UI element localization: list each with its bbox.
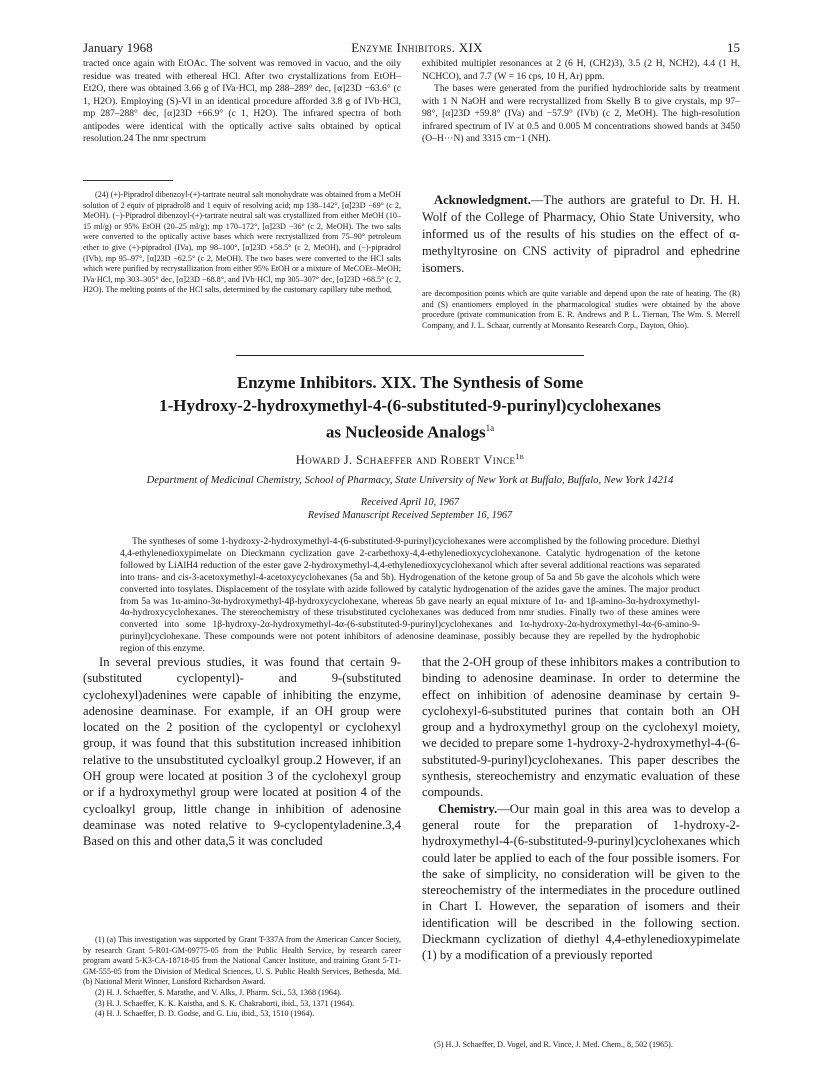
body-left-footnotes (83, 935, 401, 1020)
top-left-footnotes (83, 190, 401, 296)
footnote-1: (1) (a) This investigation was supported by Grant T-337A from the American Cancer Society, by research Grant 5-R01-GM-09775-05 from the Public Health Service, by research career program award 5-K3-CA-18718-05 from the National Cancer Institute, and training Grant 5-T1-GM-555-05 from the Division of Medical Sciences, U. S. Public Health Services, Bethesda, Md. (b) National Merit Winner, Lunsford Richardson Award. (83, 935, 401, 987)
top-left-column (83, 58, 401, 146)
chemistry-heading: Chemistry. (438, 801, 498, 816)
header-page-number: 15 (727, 40, 740, 55)
abstract: The syntheses of some 1-hydroxy-2-hydroxymethyl-4-(6-substituted-9-purinyl)cyclohexanes were accomplished by the following procedure. Diethyl 4,4-ethylenedioxypimelate on Dieckmann cyclization gave 2-carbethoxy-4,4-ethylenedioxycyclohexanone. Catalytic hydrogenation of the ketone followed by LiAlH4 reduction of the ester gave 2-hydroxymethyl-4,4-ethylenedioxycyclohexanol which after several additional reactions was separated into trans- and cis-3-acetoxymethyl-4-acetoxycyclohexanes (5a and 5b). Hydrogenation of the ketone group of 5a and 5b gave the alcohols which were converted into tosylates. Displacement of the tosylate with azide followed by catalytic hydrogenation of the azides gave the amines. The major product from 5a was 1α-amino-3α-hydroxymethyl-4β-hydroxycyclohexane, whereas 5b gave nearly an equal mixture of 1α- and 1β-amino-3α-hydroxymethyl-4α-hydroxycyclohexanes. The stereochemistry of these trisubstituted cyclohexanes was deduced from nmr studies. Finally two of these amines were converted into some 1β-hydroxy-2α-hydroxymethyl-4α-(6-substituted-9-purinyl)cyclohexanes and 1α-hydroxy-2α-hydroxymethyl-4α-(6-amino-9-purinyl)cyclohexane. These compounds were not potent inhibitors of adenosine deaminase, possibly because they are repelled by the hydrophobic region of this enzyme. (120, 537, 700, 655)
right-paragraph: that the 2-OH group of these inhibitors makes a contribution to binding to adenosine deaminase. In order to determine the effect on inhibition of adenosine deaminase by certain 9-cyclohexyl-6-substituted purines that contain both an OH group and a hydroxymethyl group on the cyclohexyl moiety, we decided to prepare some 1-hydroxy-2-hydroxymethyl-4-(6-substituted-9-purinyl)cyclohexanes. This paper describes the synthesis, stereochemistry and enzymatic evaluation of these compounds. (422, 655, 740, 800)
footnote-3: (3) H. J. Schaeffer, K. K. Kaistha, and S. K. Chakraborti, ibid., 53, 1371 (1964). (95, 998, 355, 1008)
top-right-paragraph-2: The bases were generated from the purified hydrochloride salts by treatment with 1 N NaOH and were recrystallized from Skelly B to give crystals, mp 97–98°, [α]23D +59.8° (IVa) and −57.9° (IVb) (c 2, MeOH). The high-resolution infrared spectrum of IV at 0.5 and 0.005 M concentrations showed bands at 3450 (O–H···N) and 3315 cm−1 (NH). (422, 83, 740, 144)
intro-paragraph: In several previous studies, it was found that certain 9-(substituted cyclopentyl)- and 9-(substituted cyclohexyl)adenines were capable of inhibiting the enzyme, adenosine deaminase. For example, if an OH group were located on the 2 position of the cyclopentyl or cyclohexyl group, it was found that this substitution increased inhibition relative to the unsubstituted cycloalkyl group.2 However, if an OH group were located at position 3 of the cyclohexyl group or if a hydroxymethyl group were located at position 4 of the cycloalkyl group, little change in inhibition of adenosine deaminase was noted relative to 9-cyclopentyladenine.3,4 Based on this and other data,5 it was concluded (83, 655, 401, 849)
footnote-5: (5) H. J. Schaeffer, D. Vogel, and R. Vince, J. Med. Chem., 8, 502 (1965). (434, 1040, 673, 1049)
authors-footnote-mark: 1b (515, 452, 525, 461)
acknowledgment (422, 192, 740, 277)
article-title-text: as Nucleoside Analogs (325, 422, 486, 442)
top-left-paragraph: tracted once again with EtOAc. The solvent was removed in vacuo, and the oily residue was treated with ethereal HCl. After two crystallizations from EtOH–Et2O, there was obtained 3.66 g of IVa·HCl, mp 288–289° dec, [α]23D −63.6° (c 1, H2O). Employing (S)-VI in an identical procedure afforded 3.8 g of IVb·HCl, mp 287–288° dec, [α]23D +66.9° (c 1, H2O). The infrared spectra of both antipodes were identical with the optically active salts obtained by optical resolution.24 The nmr spectrum (83, 58, 401, 144)
top-right-paragraph: exhibited multiplet resonances at 2 (6 H, (CH2)3), 3.5 (2 H, NCH2), 4.4 (1 H, NCHCO), and 7.7 (W = 16 cps, 10 H, Ar) ppm. (422, 58, 740, 82)
top-right-footnote-cont (422, 289, 740, 331)
authors-text: Howard J. Schaeffer and Robert Vince (295, 453, 516, 468)
footnote-4: (4) H. J. Schaeffer, D. D. Godse, and G. Liu, ibid., 53, 1510 (1964). (95, 1009, 315, 1019)
article-title-line-2: 1-Hydroxy-2-hydroxymethyl-4-(6-substituted-9-purinyl)cyclohexanes (159, 396, 661, 415)
article-title-line-1: Enzyme Inhibitors. XIX. The Synthesis of Some (236, 373, 584, 392)
revised-date: Revised Manuscript Received September 16, 1967 (307, 510, 513, 521)
footnote-24: (24) (+)-Pipradrol dibenzoyl-(+)-tartrate neutral salt monohydrate was obtained from a MeOH solution of 2 equiv of pipradrol8 and 1 equiv of resolving acid; mp 138–142°, [α]23D −69° (c 2, MeOH). (−)-Pipradrol dibenzoyl-(+)-tartrate neutral salt was crystallized from either MeOH (10–15 ml/g) or 95% EtOH (20–25 ml/g); mp 170–172°, [α]23D −36° (c 2, MeOH). The two salts were converted to the optically active bases which were recrystallized from 75–90° petroleum ether to give (+)-pipradrol (IVa), mp 98–100°, [α]23D +58.5° (c 2, MeOH), and (−)-pipradrol (IVb), mp 95–97°, [α]23D −62.5° (c 2, MeOH). The two bases were converted to the HCl salts which were purified by recrystallization from either 95% EtOH or a mixture of MeCOEt–MeOH; IVa·HCl, mp 303–305° dec, [α]23D −68.8°, and IVb·HCl, mp 305–307° dec, [α]23D +68.5° (c 2, H2O). The melting points of the HCl salts, determined by the customary capillary tube method, (83, 190, 401, 295)
body-right-column (422, 654, 740, 964)
chemistry-text: —Our main goal in this area was to develop a general route for the preparation of 1-hydroxy-2-hydroxymethyl-4-(6-substituted-9-purinyl)cyclohexanes which could later be applied to each of the four possible isomers. For the sake of simplicity, no consideration will be given to the stereochemistry of the intermediates in the procedure outlined in Chart I. However, the separation of isomers and their identification will be described in the following section. Dieckmann cyclization of diethyl 4,4-ethylenedioxypimelate (1) by a modification of a previously reported (422, 801, 740, 963)
body-right-footnotes (422, 1040, 740, 1051)
ack-text: —The authors are grateful to Dr. H. H. Wolf of the College of Pharmacy, Ohio State University, who informed us of the results of his studies on the effect of α-methyltyrosine on CNS activity of pipradrol and ephedrine isomers. (422, 193, 740, 275)
title-footnote-mark: 1a (485, 423, 495, 433)
header-date: January 1968 (83, 40, 153, 55)
chemistry-paragraph (422, 801, 740, 964)
affiliation: Department of Medicinal Chemistry, School of Pharmacy, State University of New York at Buffalo, Buffalo, New York 14214 (146, 475, 674, 486)
header-running-title: Enzyme Inhibitors. XIX (351, 40, 483, 55)
body-left-column (83, 654, 401, 850)
footnote-divider (83, 180, 173, 181)
footnote-continuation: are decomposition points which are quite variable and depend upon the rate of heating. The (R) and (S) enantiomers employed in the pharmacological studies were obtained by the above procedure (private communication from E. R. Andrews and P. L. Tiernan, The Wm. S. Merrell Company, and J. L. Schaar, currently at Monsanto Research Corp., Dayton, Ohio). (422, 289, 740, 330)
received-date: Received April 10, 1967 (360, 497, 460, 508)
footnote-2: (2) H. J. Schaeffer, S. Marathe, and V. Alks, J. Pharm. Sci., 53, 1368 (1964). (95, 987, 342, 997)
article-title-line-3 (0, 417, 820, 444)
top-right-column (422, 58, 740, 146)
article-separator (236, 355, 584, 356)
ack-heading: Acknowledgment. (434, 193, 531, 207)
authors (0, 452, 820, 468)
